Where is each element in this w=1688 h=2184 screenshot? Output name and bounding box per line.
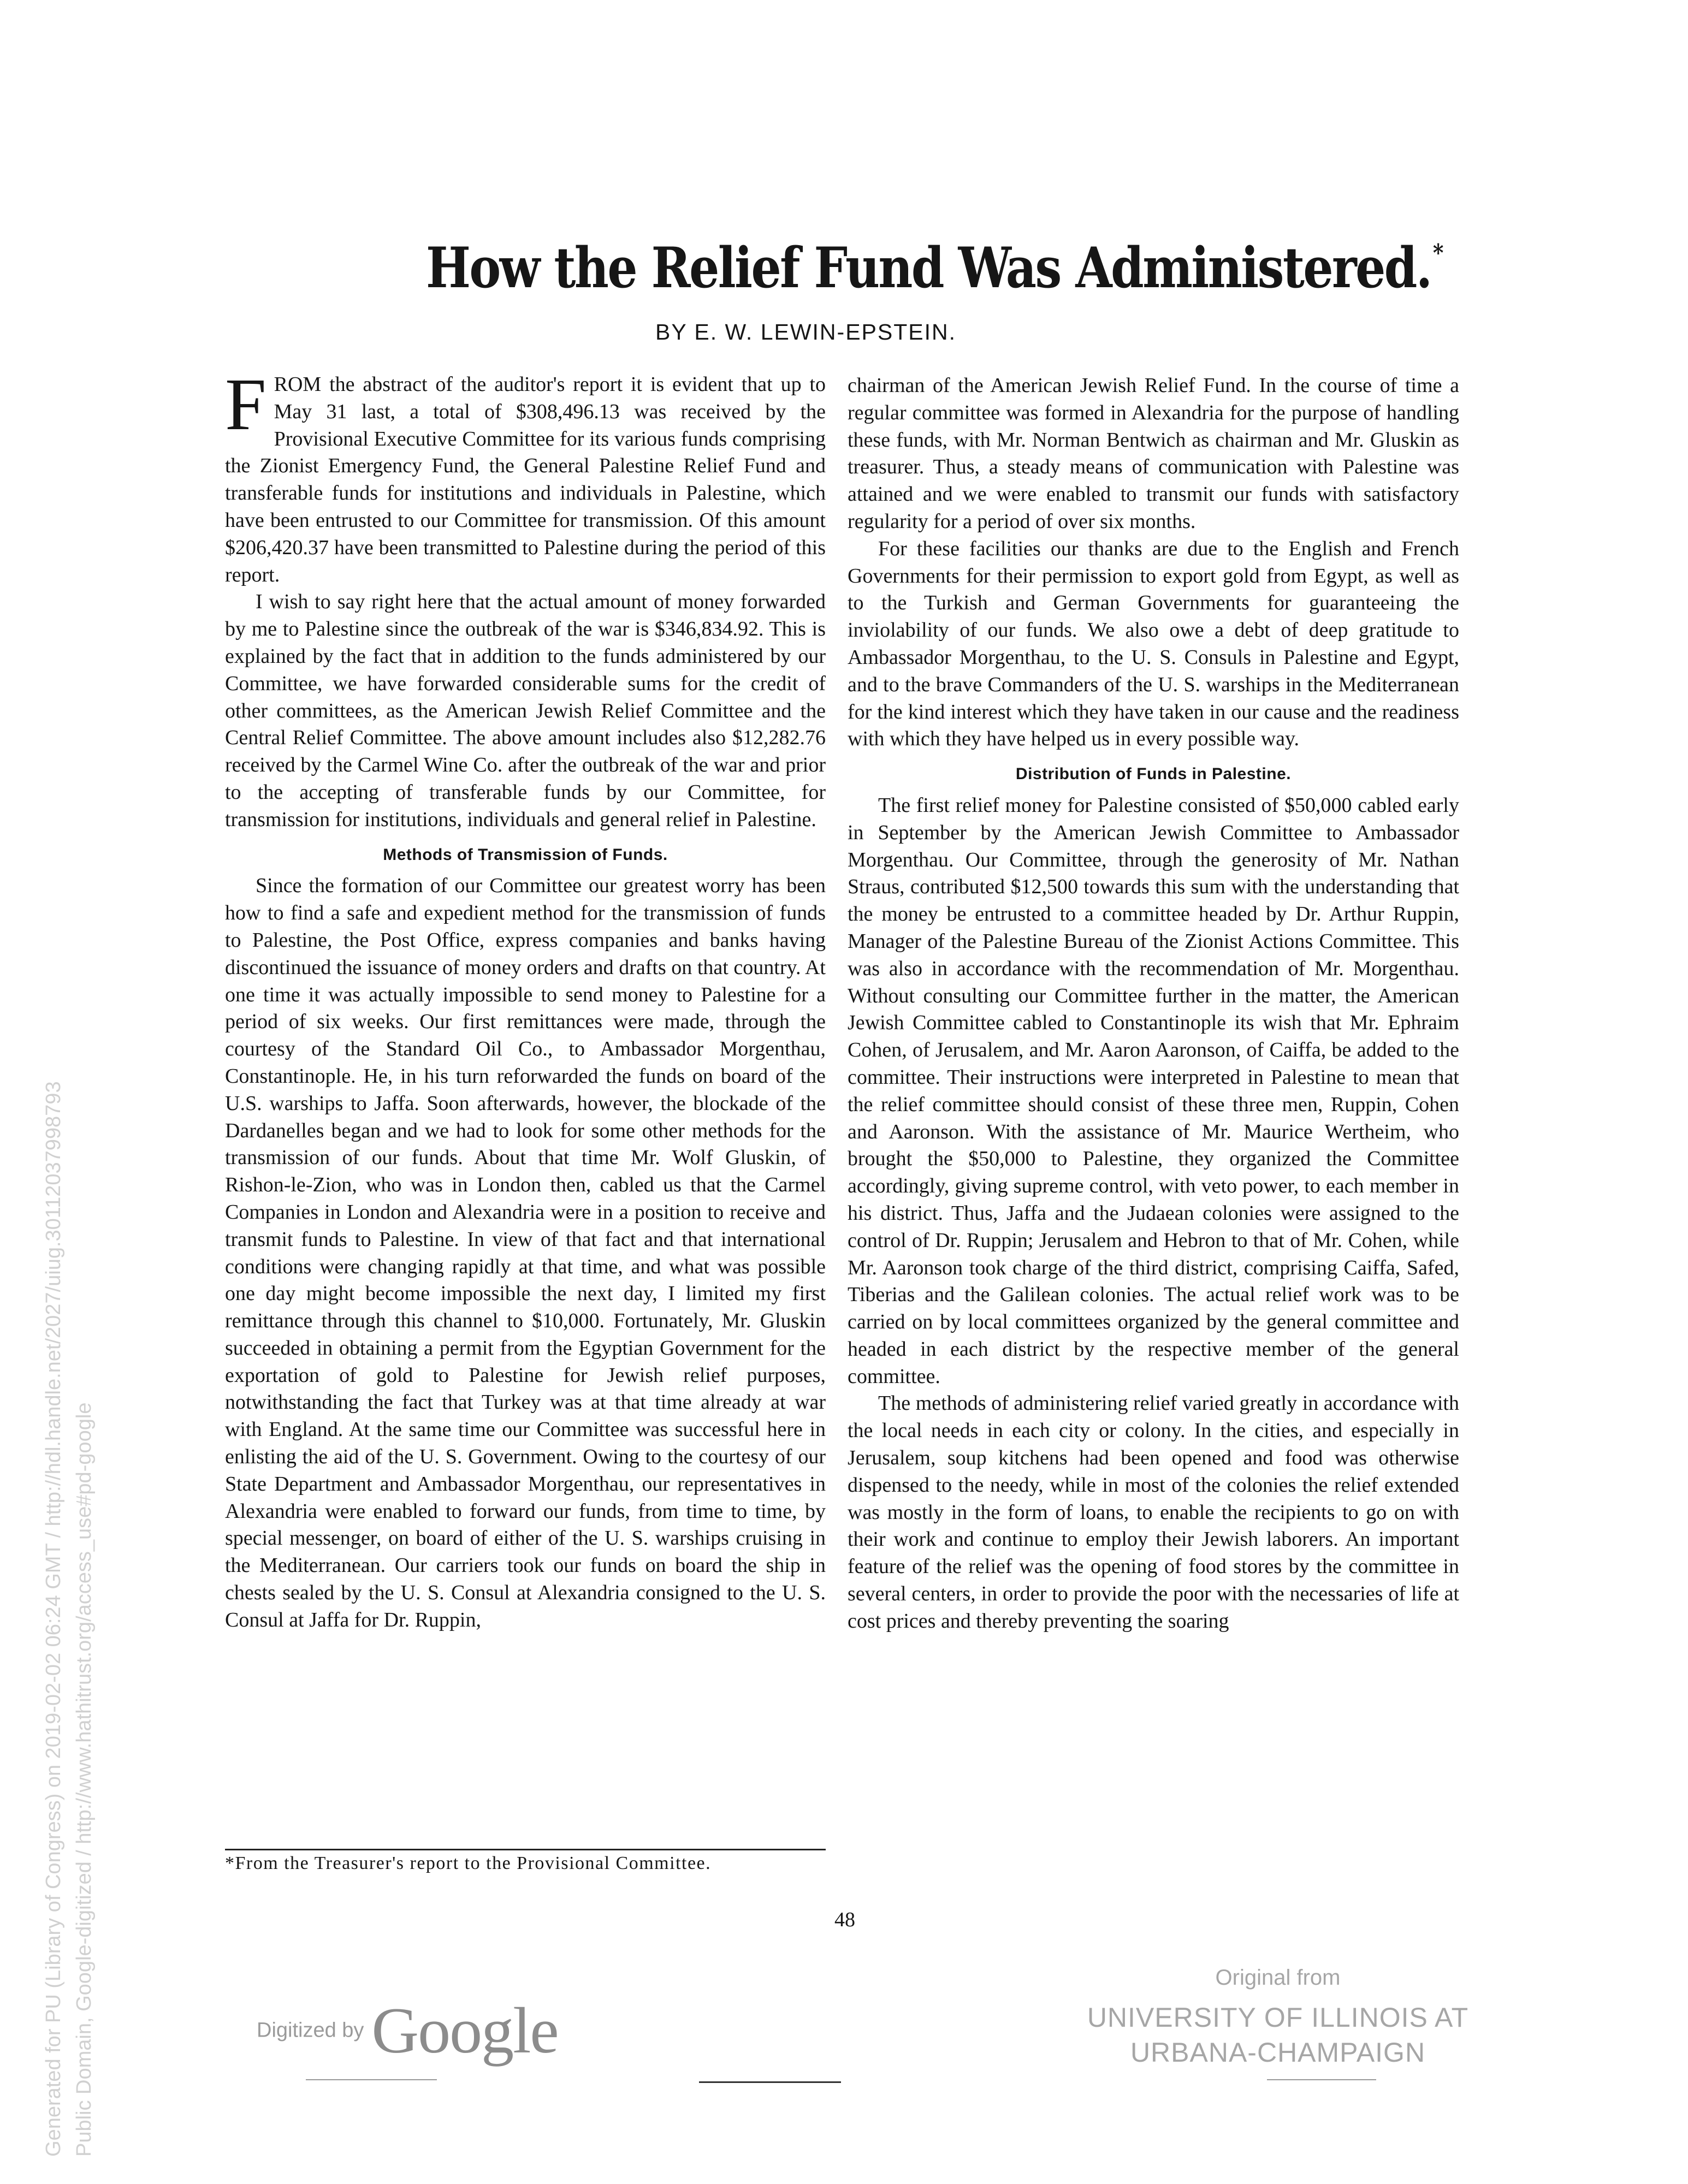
section-heading: Methods of Transmission of Funds. [383, 845, 668, 864]
paragraph: I wish to say right here that the actual amount of money forwarded by me to Palestine since the outbreak of the war is $346,834.92. This is explained by the fact that in addition to the funds administered by our Committee, we have forwarded considerable sums for the credit of other committees, as the American Jewish Relief Committee and the Central Relief Committee. The above amount includes also $12,282.76 received by the Carmel Wine Co. after the outbreak of the war and prior to the accepting of transferable funds by our Committee, for transmission for institutions, individuals and general relief in Palestine. [225, 590, 826, 831]
page-number: 48 [834, 1908, 855, 1931]
drop-cap: F [225, 364, 266, 446]
paragraph: The methods of administering relief varied greatly in accordance with the local needs in each city or colony. In the cities, and especially in Jerusalem, soup kitchens had been opened and food was otherwise dispensed to the needy, while in most of the colonies the relief extended was mostly in the form of loans, to enable the recipients to go on with their work and continue to employ their Jewish laborers. An important feature of the relief was the opening of food stores by the committee in several centers, in order to provide the poor with the necessaries of life at cost prices and thereby preventing the soaring [848, 1392, 1459, 1633]
scan-artifact-line [699, 2081, 841, 2083]
paragraph: For these facilities our thanks are due to the English and French Governments for their permission to export gold from Egypt, as well as to the Turkish and German Governments for guaranteeing the inviolability of our funds. We also owe a debt of deep gratitude to Ambassador Morgenthau, to the U. S. Consuls in Palestine and Egypt, and to the brave Commanders of the U. S. warships in the Mediterranean for the kind interest which they have taken in our cause and the readiness with which they have helped us in every possible way. [848, 537, 1459, 751]
scan-artifact-line [1267, 2079, 1376, 2080]
google-logo: Google [371, 1994, 558, 2067]
footnote-divider [225, 1849, 826, 1850]
paragraph: The first relief money for Palestine consisted of $50,000 cabled early in September by the American Jewish Committee to Ambassador Morgenthau. Our Committee, through the generosity of Mr. Nathan Straus, contributed $12,500 towards this sum with the understanding that the money be entrusted to a committee headed by Dr. Arthur Ruppin, Manager of the Palestine Bureau of the Zionist Actions Committee. This was also in accordance with the recommendation of Mr. Morgenthau. Without consulting our Committee further in the matter, the American Jewish Committee cabled to Constantinople its wish that Mr. Ephraim Cohen, of Jerusalem, and Mr. Aaron Aaronson, of Caiffa, be added to the committee. Their instructions were interpreted in Palestine to mean that the relief committee should consist of these three men, Ruppin, Cohen and Aaronson. With the assistance of Mr. Maurice Wertheim, who brought the $50,000 to Palestine, they organized the Committee accordingly, giving supreme control, with veto power, to each member in his district. Thus, Jaffa and the Judaean colonies were assigned to the control of Dr. Ruppin; Jerusalem and Hebron to that of Mr. Cohen, while Mr. Aaronson took charge of the third district, comprising Caiffa, Safed, Tiberias and the Galilean colonies. The actual relief work was to be carried on by local committees organized by the general committee and headed in each district by the respective member of the general committee. [848, 793, 1459, 1388]
paragraph: chairman of the American Jewish Relief Fund. In the course of time a regular committee was formed in Alexandria for the purpose of handling these funds, with Mr. Norman Bentwich as chairman and Mr. Gluskin as treasurer. Thus, a steady means of communication with Palestine was attained and we were enabled to transmit our funds with satisfactory regularity for a period of over six months. [848, 374, 1459, 533]
section-heading: Distribution of Funds in Palestine. [1015, 765, 1292, 784]
digitized-by-label: Digitized by [257, 2019, 364, 2042]
university-campus: URBANA-CHAMPAIGN [1130, 2037, 1426, 2068]
university-name: UNIVERSITY OF ILLINOIS AT [1087, 2002, 1469, 2033]
right-column [848, 372, 1459, 1635]
watermark-line: Generated for PU (Library of Congress) on 2019-02-02 06:24 GMT / http://hdl.handle.net/2027/uiug.30112037998793 [42, 1081, 65, 2157]
paragraph: Since the formation of our Committee our greatest worry has been how to find a safe and expedient method for the transmission of funds to Palestine, the Post Office, express companies and banks having discontinued the issuance of money orders and drafts on that country. At one time it was actually impossible to send money to Palestine for a period of six weeks. Our first remittances were made, through the courtesy of the Standard Oil Co., to Ambassador Morgenthau, Constantinople. He, in his turn reforwarded the funds on board of the U.S. warships to Jaffa. Soon afterwards, however, the blockade of the Dardanelles began and we had to look for some other methods for the transmission of our funds. About that time Mr. Wolf Gluskin, of Rishon-le-Zion, who was in London then, cabled us that the Carmel Companies in London and Alexandria were in a position to receive and transmit funds to Palestine. In view of that fact and that international conditions were changing rapidly at that time, and what was possible one day might become impossible the next day, I limited my first remittance through this channel to $10,000. Fortunately, Mr. Gluskin succeeded in obtaining a permit from the Egyptian Government for the exportation of gold to Palestine for Jewish relief purposes, notwithstanding the fact that Turkey was at that time already at war with England. At the same time our Committee was successful here in enlisting the aid of the U. S. Government. Owing to the courtesy of our State Department and Ambassador Morgenthau, our representatives in Alexandria were enabled to forward our funds, from time to time, by special messenger, on board of either of the U. S. warships cruising in the Mediterranean. Our carriers took our funds on board the ship in chests sealed by the U. S. Consul at Alexandria consigned to the U. S. Consul at Jaffa for Dr. Ruppin, [225, 874, 826, 1631]
article-title: How the Relief Fund Was Administered.* [426, 235, 1442, 301]
original-from-label: Original from [1215, 1966, 1341, 1990]
title-footnote-mark: * [1432, 239, 1442, 267]
article-byline: BY E. W. LEWIN-EPSTEIN. [655, 319, 957, 345]
paragraph: FROM the abstract of the auditor's report it is evident that up to May 31 last, a total of $308,496.13 was received by the Provisional Executive Committee for its various funds comprising the Zionist Emergency Fund, the General Palestine Relief Fund and transferable funds for institutions and individuals in Palestine, which have been entrusted to our Committee for transmission. Of this amount $206,420.37 have been transmitted to Palestine during the period of this report. [225, 364, 826, 586]
footnote: *From the Treasurer's report to the Provisional Committee. [225, 1853, 712, 1873]
scan-artifact-line [306, 2079, 437, 2080]
hathitrust-watermark [38, 1081, 99, 2157]
digitized-by-google [257, 1993, 558, 2068]
original-source [1032, 1966, 1524, 2070]
watermark-line: Public Domain, Google-digitized / http://www.hathitrust.org/access_use#pd-google [73, 1402, 96, 2157]
left-column [225, 364, 826, 1634]
